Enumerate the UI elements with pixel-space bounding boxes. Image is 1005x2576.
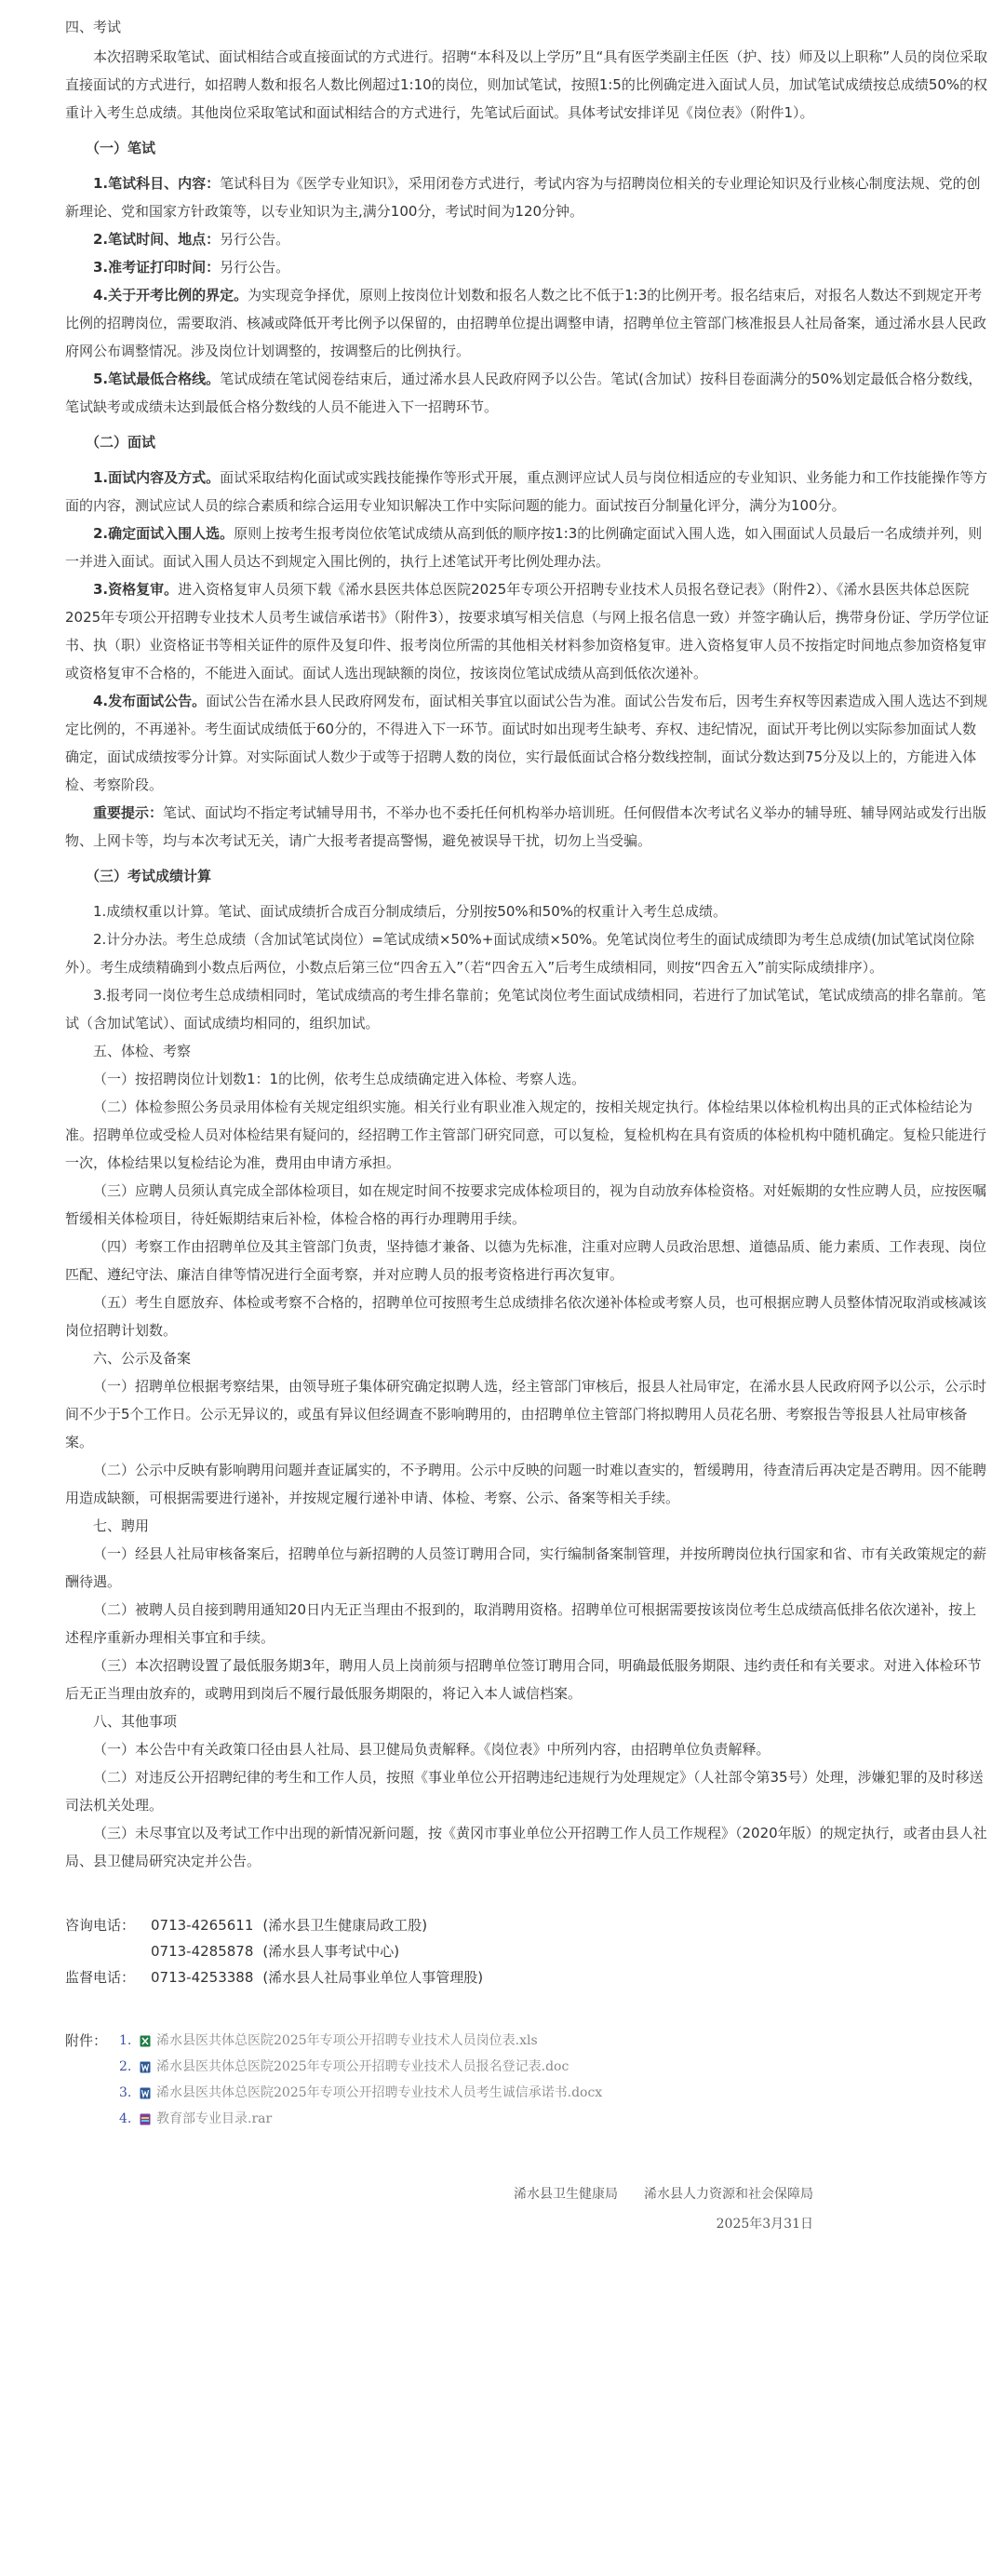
supervise-phone[interactable]: 0713-4253388	[151, 1969, 254, 1986]
attachment-link-4[interactable]: 4. 教育部专业目录.rar	[119, 2106, 602, 2132]
attachment-link-3[interactable]: 3. 浠水县医共体总医院2025年专项公开招聘专业技术人员考生诚信承诺书.docx	[119, 2080, 602, 2106]
supervise-dept: (浠水县人社局事业单位人事管理股)	[262, 1969, 484, 1986]
attachment-name[interactable]: 浠水县医共体总医院2025年专项公开招聘专业技术人员岗位表.xls	[156, 2033, 538, 2048]
written-item-4: 4.关于开考比例的界定。为实现竞争择优，原则上按岗位计划数和报名人数之比不低于1:3的比例开考。报名结束后，对报名人数达不到规定开考比例的招聘岗位，需要取消、核减或降低开考比例予以保留的，由招聘单位提出调整申请，招聘单位主管部门核准报县人社局备案，通过浠水县人民政府网公布调整情况。涉及岗位计划调整的，按调整后的比例执行。	[65, 287, 987, 359]
scoring-heading: （三）考试成绩计算	[86, 868, 212, 884]
section-7-para-2: （二）被聘人员自接到聘用通知20日内无正当理由不报到的，取消聘用资格。招聘单位可根据需要按该岗位考生总成绩高低排名依次递补，按上述程序重新办理相关事宜和手续。	[65, 1601, 977, 1646]
section-5-title: 五、体检、考察	[93, 1043, 192, 1059]
important-notice: 重要提示：笔试、面试均不指定考试辅导用书，不举办也不委托任何机构举办培训班。任何假借本次考试名义举办的辅导班、辅导网站或发行出版物、上网卡等，均与本次考试无关，请广大报考者提高警惕，避免被误导干扰，切勿上当受骗。	[65, 804, 987, 849]
excel-file-icon	[140, 2035, 151, 2047]
attachments-label: 附件：	[65, 2032, 108, 2049]
attachment-name[interactable]: 浠水县医共体总医院2025年专项公开招聘专业技术人员考生诚信承诺书.docx	[156, 2085, 603, 2100]
document-footer	[65, 2180, 990, 2240]
section-6-title: 六、公示及备案	[93, 1350, 192, 1367]
attachment-name[interactable]: 教育部专业目录.rar	[156, 2111, 273, 2126]
section-8-para-2: （二）对违反公开招聘纪律的考生和工作人员，按照《事业单位公开招聘违纪违规行为处理规定》（人社部令第35号）处理，涉嫌犯罪的及时移送司法机关处理。	[65, 1769, 984, 1814]
written-item-1: 1.笔试科目、内容：笔试科目为《医学专业知识》，采用闭卷方式进行，考试内容为与招聘岗位相关的专业理论知识及行业核心制度法规、党的创新理论、党和国家方针政策等，以专业知识为主,满分100分，考试时间为120分钟。	[65, 175, 981, 220]
consult-phone-label: 咨询电话：	[65, 1917, 136, 1934]
attachments-section	[65, 2028, 990, 2132]
consult-phone-1[interactable]: 0713-4265611	[151, 1917, 254, 1934]
section-4-intro: 本次招聘采取笔试、面试相结合或直接面试的方式进行。招聘“本科及以上学历”且“具有医学类副主任医（护、技）师及以上职称”人员的岗位采取直接面试的方式进行，如招聘人数和报名人数比例超过1:10的岗位，则加试笔试，按照1:5的比例确定进入面试人员，加试笔试成绩按总成绩50%的权重计入考生总成绩。其他岗位采取笔试和面试相结合的方式进行，先笔试后面试。具体考试安排详见《岗位表》（附件1）。	[65, 48, 988, 121]
attachment-link-1[interactable]: 1. 浠水县医共体总医院2025年专项公开招聘专业技术人员岗位表.xls	[119, 2028, 602, 2054]
consult-phone-row-2	[65, 1938, 990, 1964]
section-6-para-1: （一）招聘单位根据考察结果，由领导班子集体研究确定拟聘人选，经主管部门审核后，报县人社局审定，在浠水县人民政府网予以公示，公示时间不少于5个工作日。公示无异议的，或虽有异议但经调查不影响聘用的，由招聘单位主管部门将拟聘用人员花名册、考察报告等报县人社局审核备案。	[65, 1378, 987, 1450]
attachment-name[interactable]: 浠水县医共体总医院2025年专项公开招聘专业技术人员报名登记表.doc	[156, 2059, 570, 2074]
written-item-3: 3.准考证打印时间：另行公告。	[93, 259, 290, 276]
attachment-list	[119, 2028, 602, 2132]
section-6-para-2: （二）公示中反映有影响聘用问题并查证属实的，不予聘用。公示中反映的问题一时难以查实的，暂缓聘用，待查清后再决定是否聘用。因不能聘用造成缺额，可根据需要进行递补，并按规定履行递补申请、体检、考察、公示、备案等相关手续。	[65, 1462, 987, 1506]
word-file-icon	[140, 2087, 151, 2099]
written-item-2: 2.笔试时间、地点：另行公告。	[93, 231, 290, 248]
consult-phone-row-1	[65, 1912, 990, 1938]
consult-phone-2[interactable]: 0713-4285878	[151, 1943, 254, 1960]
section-5-para-2: （二）体检参照公务员录用体检有关规定组织实施。相关行业有职业准入规定的，按相关规定执行。体检结果以体检机构出具的正式体检结论为准。招聘单位或受检人员对体检结果有疑问的，经招聘工作主管部门研究同意，可以复检，复检机构在具有资质的体检机构中随机确定。复检只能进行一次，体检结果以复检结论为准，费用由申请方承担。	[65, 1099, 987, 1171]
section-5-para-3: （三）应聘人员须认真完成全部体检项目，如在规定时间不按要求完成体检项目的，视为自动放弃体检资格。对妊娠期的女性应聘人员，应按医嘱暂缓相关体检项目，待妊娠期结束后补检，体检合格的再行办理聘用手续。	[65, 1182, 987, 1227]
interview-item-3: 3.资格复审。进入资格复审人员须下载《浠水县医共体总医院2025年专项公开招聘专业技术人员报名登记表》（附件2）、《浠水县医共体总医院2025年专项公开招聘专业技术人员考生诚信承诺书》（附件3），按要求填写相关信息（与网上报名信息一致）并签字确认后，携带身份证、学历学位证书、执（职）业资格证书等相关证件的原件及复印件、报考岗位所需的其他相关材料参加资格复审。进入资格复审人员不按指定时间地点参加资格复审或资格复审不合格的，不能进入面试。面试人选出现缺额的岗位，按该岗位笔试成绩从高到低依次递补。	[65, 581, 989, 681]
section-5-para-1: （一）按招聘岗位计划数1：1的比例，依考生总成绩确定进入体检、考察人选。	[93, 1071, 586, 1087]
word-file-icon	[140, 2061, 151, 2073]
consult-dept-2: (浠水县人事考试中心)	[262, 1943, 400, 1960]
section-4-title: 四、考试	[65, 19, 122, 35]
written-item-5: 5.笔试最低合格线。笔试成绩在笔试阅卷结束后，通过浠水县人民政府网予以公告。笔试(含加试）按科目卷面满分的50%划定最低合格分数线，笔试缺考或成绩未达到最低合格分数线的人员不能进入下一招聘环节。	[65, 371, 983, 415]
contact-info	[65, 1912, 990, 1990]
scoring-para-2: 2.计分办法。考生总成绩（含加试笔试岗位）=笔试成绩×50%+面试成绩×50%。免笔试岗位考生的面试成绩即为考生总成绩(加试笔试岗位除外）。考生成绩精确到小数点后两位，小数点后第三位“四舍五入”（若“四舍五入”后考生成绩相同，则按“四舍五入”前实际成绩排序）。	[65, 931, 975, 976]
signer-health-bureau: 浠水县卫生健康局	[514, 2187, 618, 2202]
supervise-phone-label: 监督电话：	[65, 1969, 136, 1986]
signer-hr-bureau: 浠水县人力资源和社会保障局	[644, 2187, 813, 2202]
written-exam-heading: （一）笔试	[86, 140, 156, 156]
section-7-para-1: （一）经县人社局审核备案后，招聘单位与新招聘的人员签订聘用合同，实行编制备案制管理，并按所聘岗位执行国家和省、市有关政策规定的薪酬待遇。	[65, 1545, 987, 1590]
section-8-para-3: （三）未尽事宜以及考试工作中出现的新情况新问题，按《黄冈市事业单位公开招聘工作人员工作规程》（2020年版）的规定执行，或者由县人社局、县卫健局研究决定并公告。	[65, 1825, 987, 1869]
interview-item-2: 2.确定面试入围人选。原则上按考生报考岗位依笔试成绩从高到低的顺序按1:3的比例确定面试入围人选，如入围面试人员最后一名成绩并列，则一并进入面试。面试入围人员达不到规定入围比例的，执行上述笔试开考比例处理办法。	[65, 525, 983, 570]
section-5-para-5: （五）考生自愿放弃、体检或考察不合格的，招聘单位可按照考生总成绩排名依次递补体检或考察人员，也可根据应聘人员整体情况取消或核减该岗位招聘计划数。	[65, 1294, 987, 1339]
scoring-para-1: 1.成绩权重以计算。笔试、面试成绩折合成百分制成绩后，分别按50%和50%的权重计入考生总成绩。	[93, 903, 727, 920]
supervise-phone-row	[65, 1964, 990, 1990]
rar-file-icon	[140, 2113, 151, 2125]
section-8-para-1: （一）本公告中有关政策口径由县人社局、县卫健局负责解释。《岗位表》中所列内容，由招聘单位负责解释。	[93, 1741, 770, 1758]
section-7-para-3: （三）本次招聘设置了最低服务期3年，聘用人员上岗前须与招聘单位签订聘用合同，明确最低服务期限、违约责任和有关要求。对进入体检环节后无正当理由放弃的，或聘用到岗后不履行最低服务期限的，将记入本人诚信档案。	[65, 1657, 982, 1702]
document-date: 2025年3月31日	[716, 2217, 813, 2232]
attachment-link-2[interactable]: 2. 浠水县医共体总医院2025年专项公开招聘专业技术人员报名登记表.doc	[119, 2054, 602, 2080]
interview-heading: （二）面试	[86, 434, 156, 451]
signers	[65, 2180, 990, 2208]
consult-dept-1: (浠水县卫生健康局政工股)	[262, 1917, 428, 1934]
interview-item-1: 1.面试内容及方式。面试采取结构化面试或实践技能操作等形式开展，重点测评应试人员与岗位相适应的专业知识、业务能力和工作技能操作等方面的内容，测试应试人员的综合素质和综合运用专业知识解决工作中实际问题的能力。面试按百分制量化评分，满分为100分。	[65, 469, 988, 514]
interview-item-4: 4.发布面试公告。面试公告在浠水县人民政府网发布，面试相关事宜以面试公告为准。面试公告发布后，因考生弃权等因素造成入围人选达不到规定比例的，不再递补。考生面试成绩低于60分的，不得进入下一环节。面试时如出现考生缺考、弃权、违纪情况，面试开考比例以实际参加面试人数确定，面试成绩按零分计算。对实际面试人数少于或等于招聘人数的岗位，实行最低面试合格分数线控制，面试分数达到75分及以上的，方能进入体检、考察阶段。	[65, 693, 988, 793]
section-8-title: 八、其他事项	[93, 1713, 178, 1730]
section-7-title: 七、聘用	[93, 1517, 150, 1534]
scoring-para-3: 3.报考同一岗位考生总成绩相同时，笔试成绩高的考生排名靠前；免笔试岗位考生面试成绩相同，若进行了加试笔试，笔试成绩高的排名靠前。笔试（含加试笔试）、面试成绩均相同的，组织加试。	[65, 987, 986, 1032]
section-5-para-4: （四）考察工作由招聘单位及其主管部门负责，坚持德才兼备、以德为先标准，注重对应聘人员政治思想、道德品质、能力素质、工作表现、岗位匹配、遵纪守法、廉洁自律等情况进行全面考察，并对应聘人员的报考资格进行再次复审。	[65, 1238, 987, 1283]
